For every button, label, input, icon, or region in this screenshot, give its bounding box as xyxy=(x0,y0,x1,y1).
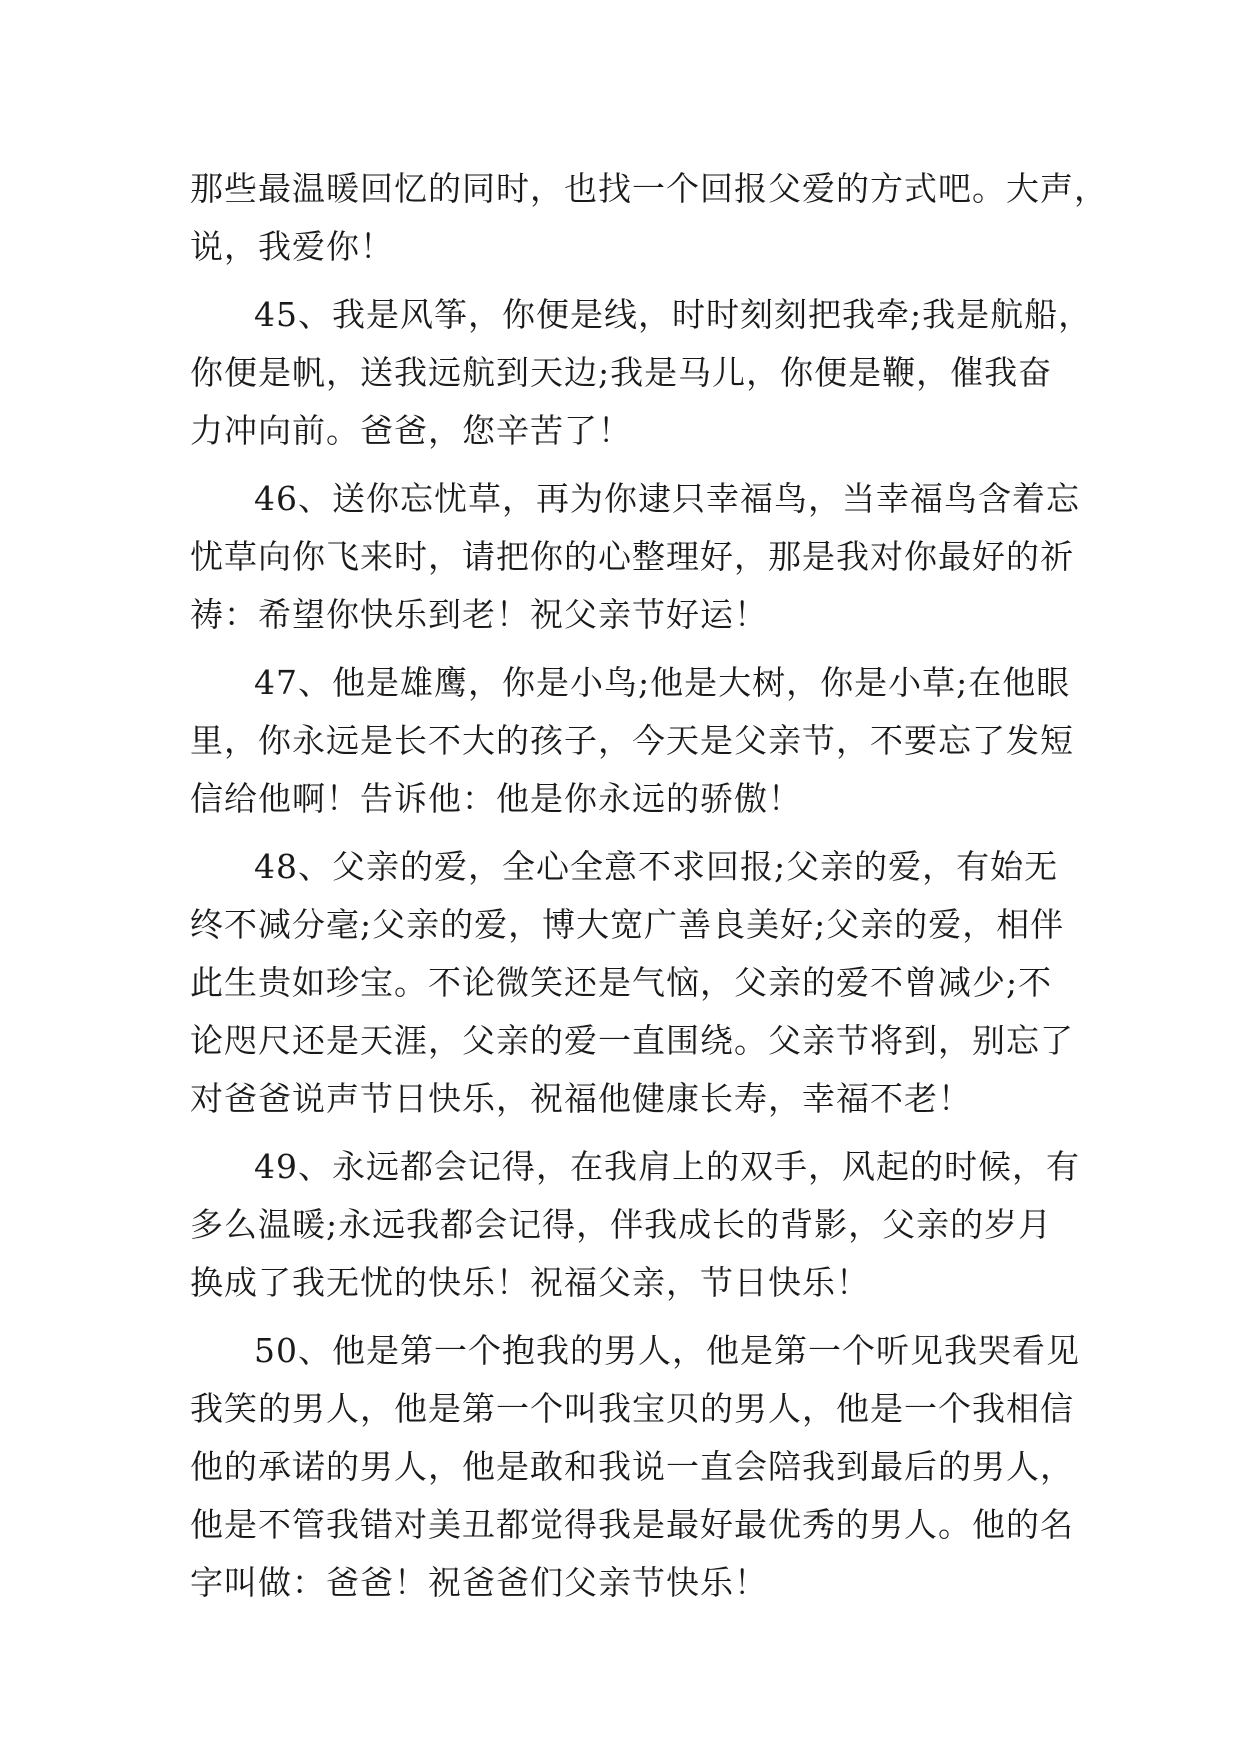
paragraph-50-line: 50、他是第一个抱我的男人，他是第一个听见我哭看见 xyxy=(254,1331,1080,1370)
text-line: 论咫尺还是天涯，父亲的爱一直围绕。父亲节将到，别忘了 xyxy=(190,1021,1074,1060)
text-line: 忧草向你飞来时，请把你的心整理好，那是我对你最好的祈 xyxy=(190,537,1074,576)
text-line: 对爸爸说声节日快乐，祝福他健康长寿，幸福不老！ xyxy=(190,1079,972,1118)
paragraph-47-line: 47、他是雄鹰，你是小鸟;他是大树，你是小草;在他眼 xyxy=(254,663,1071,702)
text-line: 字叫做：爸爸！祝爸爸们父亲节快乐！ xyxy=(190,1563,768,1602)
text-line: 换成了我无忧的快乐！祝福父亲，节日快乐！ xyxy=(190,1263,870,1302)
text-line: 你便是帆，送我远航到天边;我是马儿，你便是鞭，催我奋 xyxy=(190,353,1053,392)
paragraph-48-line: 48、父亲的爱，全心全意不求回报;父亲的爱，有始无 xyxy=(254,847,1059,886)
text-line: 祷：希望你快乐到老！祝父亲节好运！ xyxy=(190,595,768,634)
text-line: 我笑的男人，他是第一个叫我宝贝的男人，他是一个我相信 xyxy=(190,1389,1074,1428)
text-line: 他的承诺的男人，他是敢和我说一直会陪我到最后的男人， xyxy=(190,1447,1074,1486)
text-line: 里，你永远是长不大的孩子，今天是父亲节，不要忘了发短 xyxy=(190,721,1074,760)
text-line: 此生贵如珍宝。不论微笑还是气恼，父亲的爱不曾减少;不 xyxy=(190,963,1053,1002)
paragraph-49-line: 49、永远都会记得，在我肩上的双手，风起的时候，有 xyxy=(254,1147,1080,1186)
text-line: 终不减分毫;父亲的爱，博大宽广善良美好;父亲的爱，相伴 xyxy=(190,905,1065,944)
paragraph-45-line: 45、我是风筝，你便是线，时时刻刻把我牵;我是航船， xyxy=(254,295,1093,334)
text-line: 信给他啊！告诉他：他是你永远的骄傲！ xyxy=(190,779,802,818)
paragraph-46-line: 46、送你忘忧草，再为你逮只幸福鸟，当幸福鸟含着忘 xyxy=(254,479,1080,518)
text-line: 说，我爱你！ xyxy=(190,227,394,266)
text-line: 力冲向前。爸爸，您辛苦了！ xyxy=(190,411,632,450)
text-line: 那些最温暖回忆的同时，也找一个回报父爱的方式吧。大声， xyxy=(190,169,1108,208)
text-line: 多么温暖;永远我都会记得，伴我成长的背影，父亲的岁月 xyxy=(190,1205,1053,1244)
text-line: 他是不管我错对美丑都觉得我是最好最优秀的男人。他的名 xyxy=(190,1505,1074,1544)
